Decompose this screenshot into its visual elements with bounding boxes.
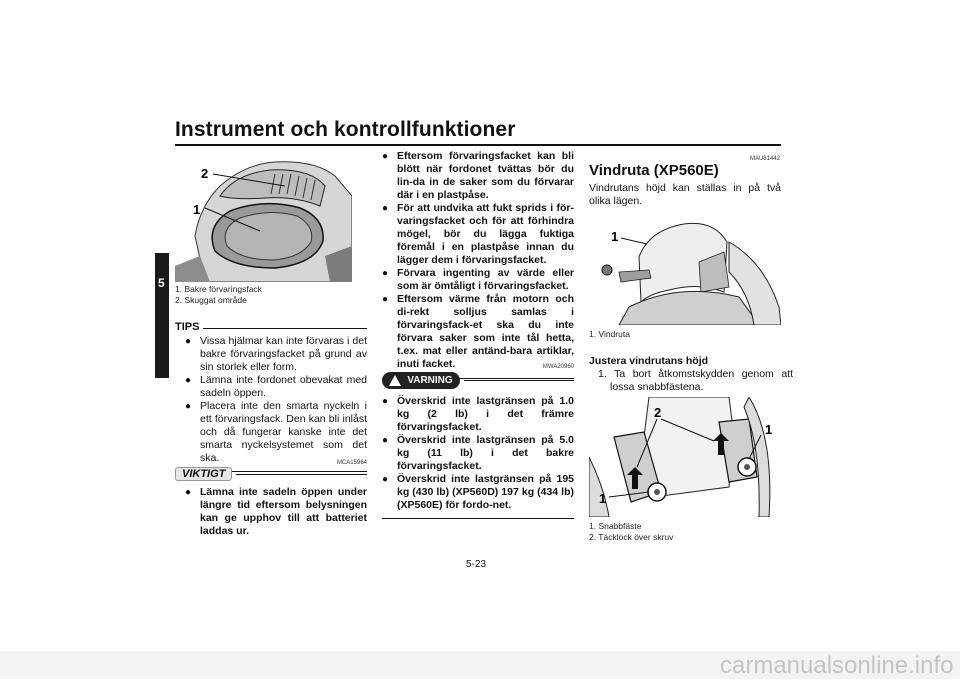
warning-label: VARNING — [407, 375, 453, 386]
storage-compartment-illustration — [175, 156, 352, 282]
page-number: 5-23 — [466, 559, 487, 570]
section-heading: Vindruta (XP560E) — [589, 162, 719, 179]
windshield-figure — [589, 212, 781, 325]
storage-note: ● Eftersom värme från motorn och di-rekt solljus samlas i förvaringsfack-et ska du inte förvara saker som inte tål hetta, t.ex. mat eller antänd-bara artiklar, inuti facket. — [382, 293, 574, 371]
warning-code: MWA20960 — [542, 364, 574, 370]
tips-rule — [203, 328, 367, 329]
header-rule — [175, 144, 781, 146]
viktigt-list — [185, 486, 367, 538]
caption-1: 1. Snabbfäste — [589, 521, 642, 531]
storage-note: ● För att undvika att fukt sprids i för-varingsfacket och för att förhindra mögel, bör du lägga fuktiga föremål i en plastpåse innan du lägger dem i förvaringsfacket. — [382, 202, 574, 267]
fastener-label-1-left: 1 — [599, 491, 607, 506]
storage-compartment-figure — [175, 156, 352, 282]
tips-item: ● Vissa hjälmar kan inte förvaras i det bakre förvaringsfacket på grund av sin storlek eller form. — [185, 335, 367, 374]
warning-list — [382, 395, 574, 512]
adjust-subheading: Justera vindrutans höjd — [589, 355, 709, 367]
fastener-label-2: 2 — [654, 405, 662, 420]
storage-notes — [382, 150, 574, 379]
viktigt-rule — [236, 474, 367, 475]
tips-item: ● Lämna inte fordonet obevakat med sadeln öppen. — [185, 374, 367, 400]
section-number: 5 — [158, 276, 165, 290]
section-tab — [155, 253, 169, 378]
warning-rule — [464, 380, 574, 381]
windshield-label-1: 1 — [611, 229, 619, 244]
viktigt-label: VIKTIGT — [175, 467, 232, 481]
storage-note: ● Förvara ingenting av värde eller som är ömtåligt i förvaringsfacket. — [382, 267, 574, 293]
viktigt-item: ● Lämna inte sadeln öppen under längre tid eftersom belysningen kan ge upphov till att batteriet laddas ur. — [185, 486, 367, 538]
warning-item: ● Överskrid inte lastgränsen på 195 kg (430 lb) (XP560D) 197 kg (434 lb) (XP560E) för fordo-net. — [382, 473, 574, 512]
warning-triangle-icon — [389, 375, 401, 386]
tips-list — [185, 335, 367, 465]
page-title: Instrument och kontrollfunktioner — [175, 118, 516, 141]
figure-label-2: 2 — [201, 166, 209, 181]
section-code: MAU81442 — [749, 156, 780, 162]
tips-item: ● Placera inte den smarta nyckeln i ett förvaringsfack. Den kan bli inlåst och då fungerar kanske inte det smarta nyckelsystemet som det ska. — [185, 400, 367, 465]
fastener-captions — [589, 521, 673, 543]
quick-fastener-figure — [589, 397, 781, 517]
warning-end-rule — [382, 518, 574, 519]
viktigt-section — [175, 467, 367, 538]
fastener-label-1-right: 1 — [765, 422, 773, 437]
figure-captions — [175, 284, 262, 306]
warning-item: ● Överskrid inte lastgränsen på 1.0 kg (2 lb) i det främre förvaringsfacket. — [382, 395, 574, 434]
watermark: carmanualsonline.info — [720, 652, 954, 679]
caption-1: 1. Bakre förvaringsfack — [175, 284, 262, 294]
tips-section — [175, 321, 367, 472]
caption-2: 2. Täcklock över skruv — [589, 532, 674, 542]
quick-fastener-illustration — [589, 397, 781, 517]
warning-section — [382, 372, 574, 519]
caption-2: 2. Skuggat område — [175, 295, 247, 305]
warning-badge — [382, 372, 460, 389]
warning-item: ● Överskrid inte lastgränsen på 5.0 kg (11 lb) i det bakre förvaringsfacket. — [382, 434, 574, 473]
figure-label-1: 1 — [193, 202, 201, 217]
section-intro: Vindrutans höjd kan ställas in på två olika lägen. — [589, 182, 781, 207]
windshield-illustration — [589, 212, 781, 325]
tips-label: TIPS — [175, 321, 200, 333]
step-1: 1. Ta bort åtkomstskydden genom att lossa snabbfästena. — [598, 368, 793, 393]
storage-notes-list — [382, 150, 574, 371]
windshield-caption: 1. Vindruta — [589, 329, 630, 339]
viktigt-code: MCA15964 — [336, 460, 367, 466]
storage-note: ● Eftersom förvaringsfacket kan bli blött när fordonet tvättas bör du lin-da in de saker som du förvarar där i en plastpåse. — [382, 150, 574, 202]
